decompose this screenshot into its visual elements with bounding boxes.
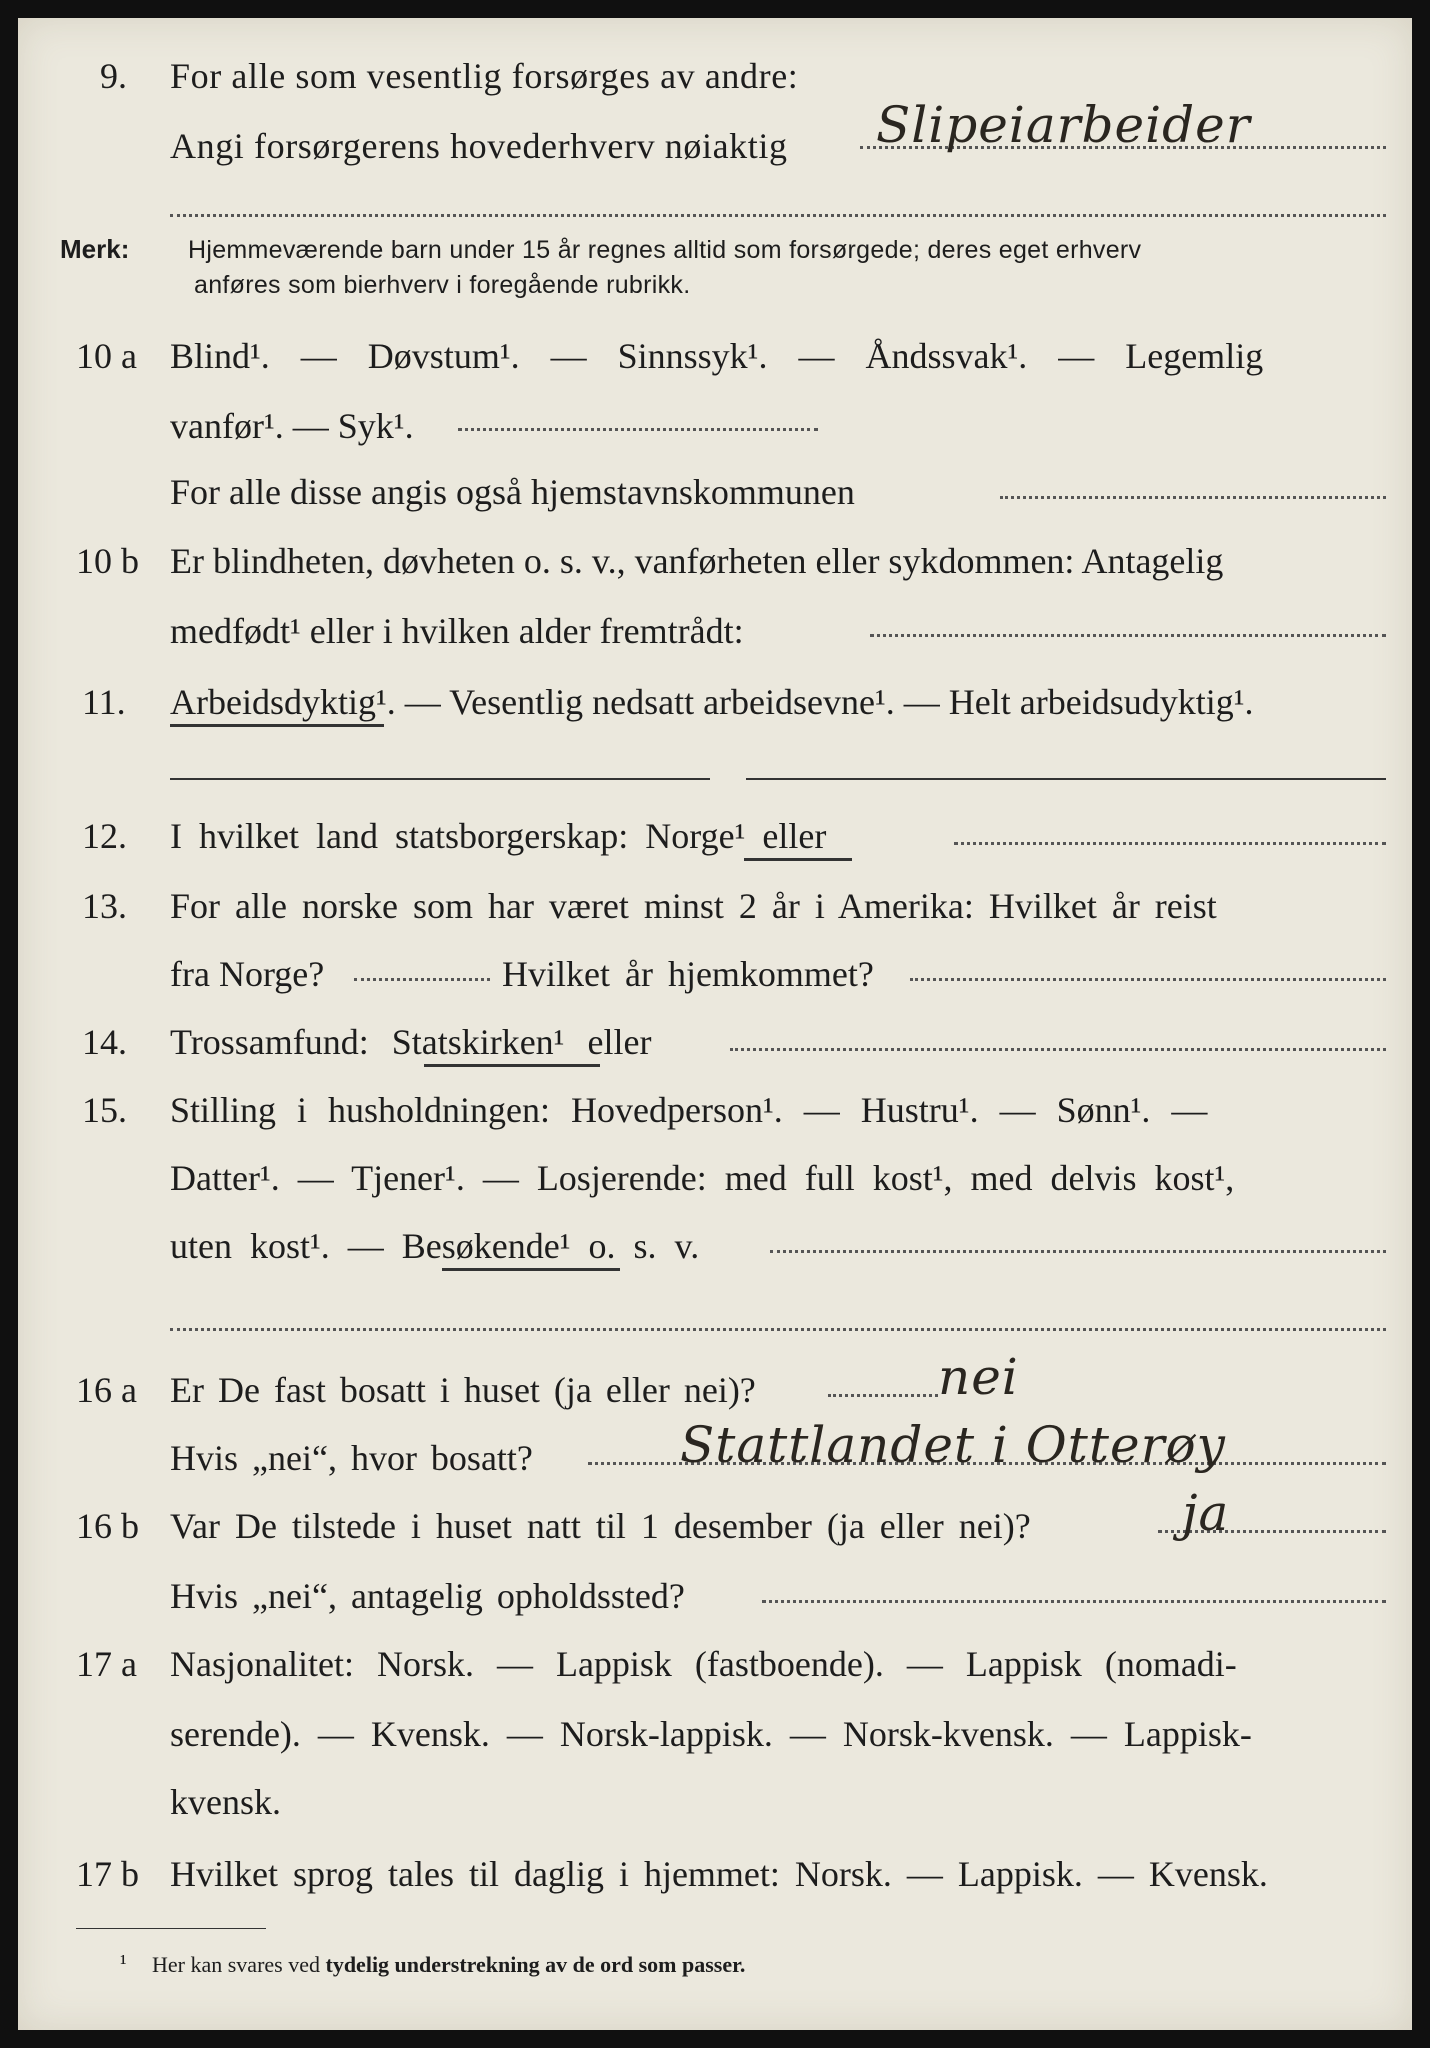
footnote-text-a: Her kan svares ved bbox=[152, 1952, 320, 1977]
footnote-text bbox=[152, 1954, 745, 1976]
question-number-11: 11. bbox=[82, 682, 126, 722]
q9-extra-line bbox=[170, 214, 1386, 217]
footnote-marker: ¹ bbox=[120, 1950, 127, 1975]
q14-line1: Trossamfund: Statskirken¹ eller bbox=[170, 1022, 652, 1062]
q10a-hjemstavn-line bbox=[1000, 496, 1386, 499]
q17a-line2: serende). — Kvensk. — Norsk-lappisk. — Norsk-kvensk. — Lappisk- bbox=[170, 1714, 1252, 1754]
q16a-answer1-line bbox=[828, 1394, 938, 1397]
q11-rule-right bbox=[746, 778, 1386, 780]
q14-underline-statskirken bbox=[424, 1064, 600, 1067]
merk-line1: Hjemmeværende barn under 15 år regnes alltid som forsørgede; deres eget erhverv bbox=[188, 236, 1142, 264]
q13-line2a: fra Norge? bbox=[170, 954, 325, 994]
question-number-10a: 10 a bbox=[76, 336, 137, 376]
q17a-line3: kvensk. bbox=[170, 1782, 281, 1822]
q16a-line1: Er De fast bosatt i huset (ja eller nei)? bbox=[170, 1370, 756, 1410]
q16b-answer2-line bbox=[762, 1600, 1386, 1603]
q13-line2b: Hvilket år hjemkommet? bbox=[502, 954, 874, 994]
census-form-page bbox=[18, 18, 1412, 2030]
q10b-answer-line bbox=[870, 634, 1386, 637]
merk-line2: anføres som bierhverv i foregående rubrikk. bbox=[194, 271, 691, 299]
q14-answer-line bbox=[730, 1048, 1386, 1051]
q9-line2: Angi forsørgerens hovederhverv nøiaktig bbox=[170, 126, 788, 166]
q16b-handwritten-answer1: ja bbox=[1182, 1484, 1230, 1542]
q10b-line1: Er blindheten, døvheten o. s. v., vanførheten eller sykdommen: Antagelig bbox=[170, 541, 1224, 581]
q10a-line1: Blind¹. — Døvstum¹. — Sinnssyk¹. — Åndssvak¹. — Legemlig bbox=[170, 336, 1264, 376]
footnote-rule bbox=[76, 1928, 266, 1929]
question-number-12: 12. bbox=[82, 816, 127, 856]
q15-underline-besokende bbox=[442, 1268, 620, 1271]
merk-label: Merk: bbox=[60, 234, 130, 264]
q16b-line1: Var De tilstede i huset natt til 1 desember (ja eller nei)? bbox=[170, 1506, 1031, 1546]
q11-underline-arbeidsdyktig bbox=[170, 724, 384, 727]
q10a-line3: For alle disse angis også hjemstavnskommunen bbox=[170, 472, 855, 512]
q17b-line1: Hvilket sprog tales til daglig i hjemmet: Norsk. — Lappisk. — Kvensk. bbox=[170, 1854, 1268, 1894]
q11-rule-left bbox=[170, 778, 710, 780]
q9-line1: For alle som vesentlig forsørges av andre: bbox=[170, 56, 799, 96]
q12-answer-line bbox=[954, 842, 1386, 845]
question-number-15: 15. bbox=[82, 1090, 127, 1130]
q13-reist-line bbox=[354, 978, 490, 981]
q16a-line2: Hvis „nei“, hvor bosatt? bbox=[170, 1438, 533, 1478]
q15-line1: Stilling i husholdningen: Hovedperson¹. — Hustru¹. — Sønn¹. — bbox=[170, 1090, 1208, 1130]
question-number-17a: 17 a bbox=[76, 1644, 137, 1684]
q10a-line2: vanfør¹. — Syk¹. bbox=[170, 406, 414, 446]
question-number-13: 13. bbox=[82, 886, 127, 926]
q15-extra-line bbox=[170, 1328, 1386, 1331]
footnote-text-b: tydelig understrekning av de ord som passer. bbox=[325, 1952, 746, 1977]
q9-handwritten-answer: Slipeiarbeider bbox=[876, 96, 1251, 154]
q11-line1: Arbeidsdyktig¹. — Vesentlig nedsatt arbeidsevne¹. — Helt arbeidsudyktig¹. bbox=[170, 682, 1254, 722]
q10b-line2: medfødt¹ eller i hvilken alder fremtrådt: bbox=[170, 611, 744, 651]
q15-answer-line bbox=[770, 1250, 1386, 1253]
question-number-10b: 10 b bbox=[76, 541, 139, 581]
q13-line1: For alle norske som har været minst 2 år i Amerika: Hvilket år reist bbox=[170, 886, 1217, 926]
q15-line2: Datter¹. — Tjener¹. — Losjerende: med full kost¹, med delvis kost¹, bbox=[170, 1158, 1235, 1198]
question-number-14: 14. bbox=[82, 1022, 127, 1062]
q12-line1: I hvilket land statsborgerskap: Norge¹ eller bbox=[170, 816, 827, 856]
q16b-line2: Hvis „nei“, antagelig opholdssted? bbox=[170, 1576, 685, 1616]
question-number-9: 9. bbox=[100, 56, 127, 96]
q17a-line1: Nasjonalitet: Norsk. — Lappisk (fastboende). — Lappisk (nomadi- bbox=[170, 1644, 1237, 1684]
question-number-17b: 17 b bbox=[76, 1854, 139, 1894]
question-number-16a: 16 a bbox=[76, 1370, 137, 1410]
q13-hjemkommet-line bbox=[910, 978, 1386, 981]
q16a-handwritten-answer1: nei bbox=[938, 1348, 1019, 1406]
q15-line3: uten kost¹. — Besøkende¹ o. s. v. bbox=[170, 1226, 700, 1266]
q10a-answer-line bbox=[458, 428, 818, 431]
q12-underline-norge bbox=[744, 858, 852, 861]
q16a-handwritten-answer2: Stattlandet i Otterøy bbox=[680, 1416, 1226, 1474]
question-number-16b: 16 b bbox=[76, 1506, 139, 1546]
